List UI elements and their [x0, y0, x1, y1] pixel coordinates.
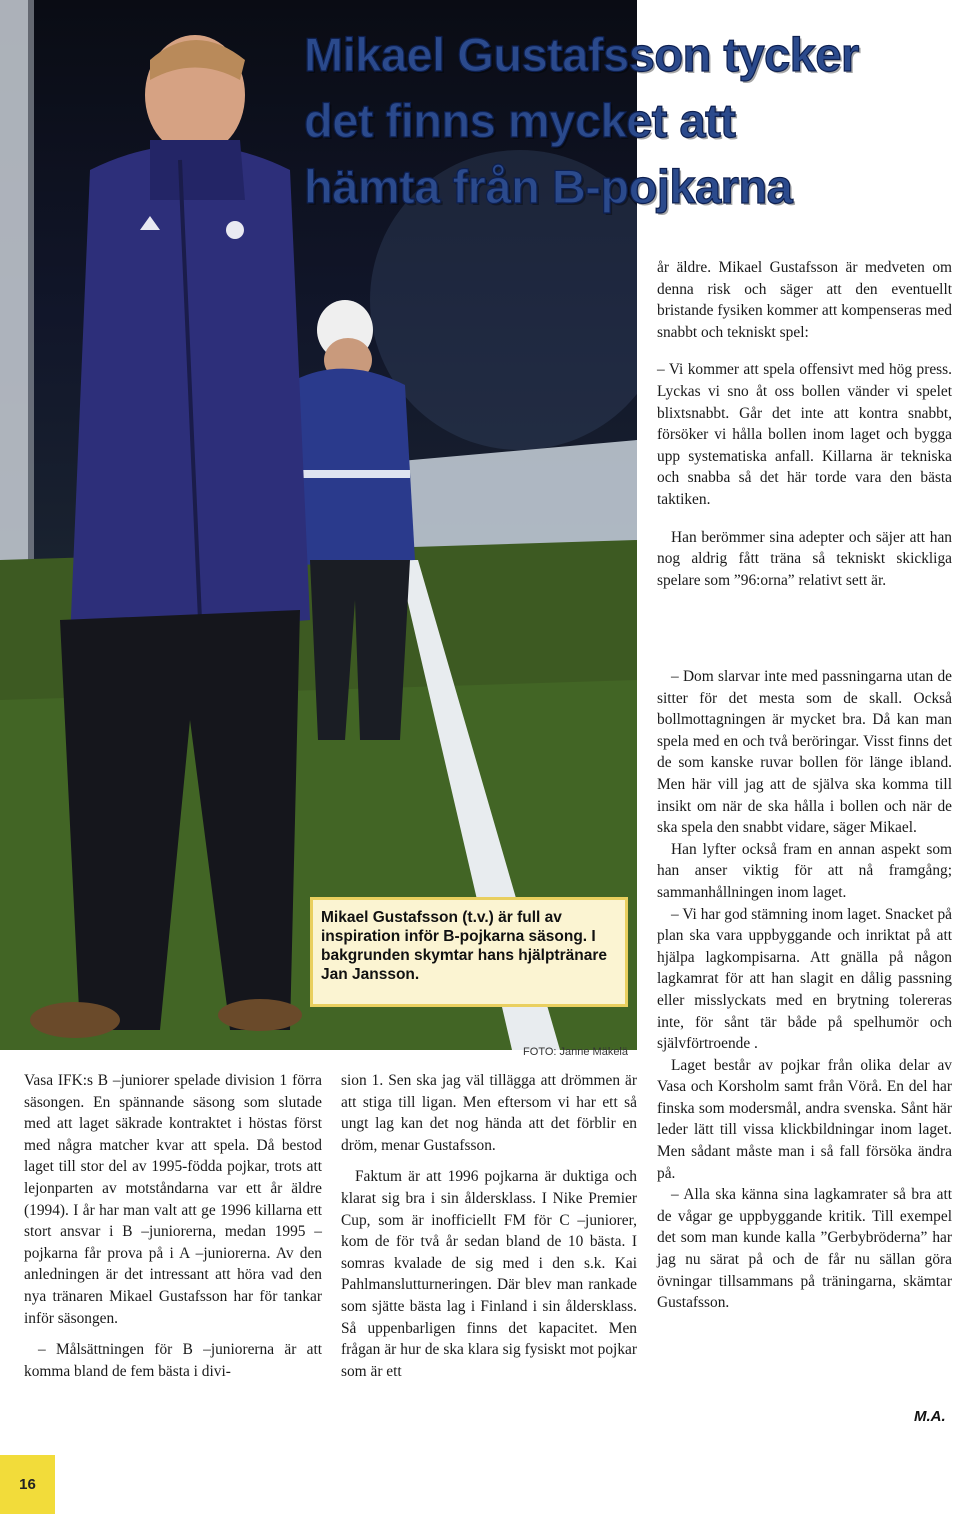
paragraph: år äldre. Mikael Gustafsson är medveten om denna risk och säger att den eventuellt bristande fysiken kommer att kompenseras med snabbt och tekniskt spel:	[657, 259, 952, 341]
paragraph: Laget består av pojkar från olika delar av Vasa och Korsholm samt från Vörå. En del har finska som modersmål, andra svenska. Sånt här leder lätt till vissa klickbildningar inom laget. Men sådant måste man i så fall försöka ändra på.	[657, 1056, 952, 1182]
headline-line-1: Mikael Gustafsson tycker	[304, 28, 859, 81]
paragraph: Han berömmer sina adepter och säjer att han nog aldrig fått träna så tekniskt skickliga spelare som ”96:orna” relativt sett är.	[657, 528, 952, 589]
page-number: 16	[0, 1455, 55, 1514]
article-column-2	[341, 1070, 637, 1382]
photo-caption: Mikael Gustafsson (t.v.) är full av inspiration inför B-pojkarna säsong. I bakgrunden skymtar hans hjälptränare Jan Jansson.	[310, 897, 628, 1007]
paragraph: Faktum är att 1996 pojkarna är duktiga och klarat sig bra i sin åldersklass. I Nike Premier Cup, som är inofficiellt FM för C –juniorer, kom de för två år sedan bland de 10 bästa. I somras kvalade de sig med i den s.k. Kai Pahlmanslutturneringen. Där blev man rankade som sjätte bästa lag i Finland i sin åldersklass. Så uppenbarligen finns det kapacitet. Men frågan är hur de ska klara sig fysiskt mot pojkar som är ett	[341, 1168, 637, 1380]
headline	[304, 22, 954, 220]
paragraph: Han lyfter också fram en annan aspekt som han anser viktig för att nå framgång; sammanhållningen inom laget.	[657, 840, 952, 901]
headline-line-2: det finns mycket att	[304, 94, 736, 147]
photo-credit: FOTO: Janne Mäkelä	[523, 1046, 628, 1058]
paragraph: – Vi kommer att spela offensivt med hög press. Lyckas vi sno åt oss bollen vänder vi spelet blixtsnabbt. Går det inte att kontra snabbt, försöker vi hålla bollen inom laget och bygga upp systematiska anfall. Killarna är tekniska och snabba så det här torde vara den bästa taktiken.	[657, 361, 952, 508]
paragraph: – Vi har god stämning inom laget. Snacket på plan ska vara uppbyggande och inriktat på att hjälpa lagkompisarna. Att gnälla på någon lagkamrat för att han slagit en dålig passning eller misslyckats med en brytning tolereras inte, för sånt tär både på spelhumör och självförtroende .	[657, 905, 952, 1053]
paragraph: – Målsättningen för B –juniorerna är att komma bland de fem bästa i divi-	[24, 1341, 322, 1380]
paragraph: Vasa IFK:s B –juniorer spelade division 1 förra säsongen. En spännande säsong som slutade med att laget säkrade kontraktet i höstas först med några matcher kvar att spela. Då bestod laget till stor del av 1995-födda pojkar, trots att lejonparten av motståndarna var ett år äldre (1994). I år har man valt att ge 1996 killarna ett stort ansvar i B –juniorerna, medan 1995 –pojkarna får prova på i A –juniorerna. Av den anledningen är det intressant att höra vad den nya tränaren Mikael Gustafsson har för tankar inför säsongen.	[24, 1072, 322, 1327]
author-signature: M.A.	[914, 1408, 946, 1425]
article-column-3-bottom	[657, 666, 952, 1314]
paragraph: – Dom slarvar inte med passningarna utan de sitter för det mesta som de skall. Också bollmottagningen är mycket bra. Då kan man spela med en och två beröringar. Visst finns det de som kanske ruvar bollen för länge ibland. Men här vill jag att de själva ska komma till insikt om när de ska hålla i bollen och när de ska spela den snabbt vidare, säger Mikael.	[657, 668, 952, 837]
article-column-3-top	[657, 257, 952, 591]
paragraph: – Alla ska känna sina lagkamrater så bra att de vågar ge uppbyggande kritik. Till exempel det som man kunde kalla ”Gerbybröderna” har jag nu särat på och de får nu sällan göra övningar tillsammans på träningarna, skämtar Gustafsson.	[657, 1186, 952, 1312]
paragraph: sion 1. Sen ska jag väl tillägga att drömmen är att stiga till ligan. Men eftersom vi har ett så ungt lag kan det nog hända att det förblir en dröm, menar Gustafsson.	[341, 1072, 637, 1154]
headline-line-3: hämta från B-pojkarna	[304, 160, 793, 213]
article-column-1	[24, 1070, 322, 1382]
